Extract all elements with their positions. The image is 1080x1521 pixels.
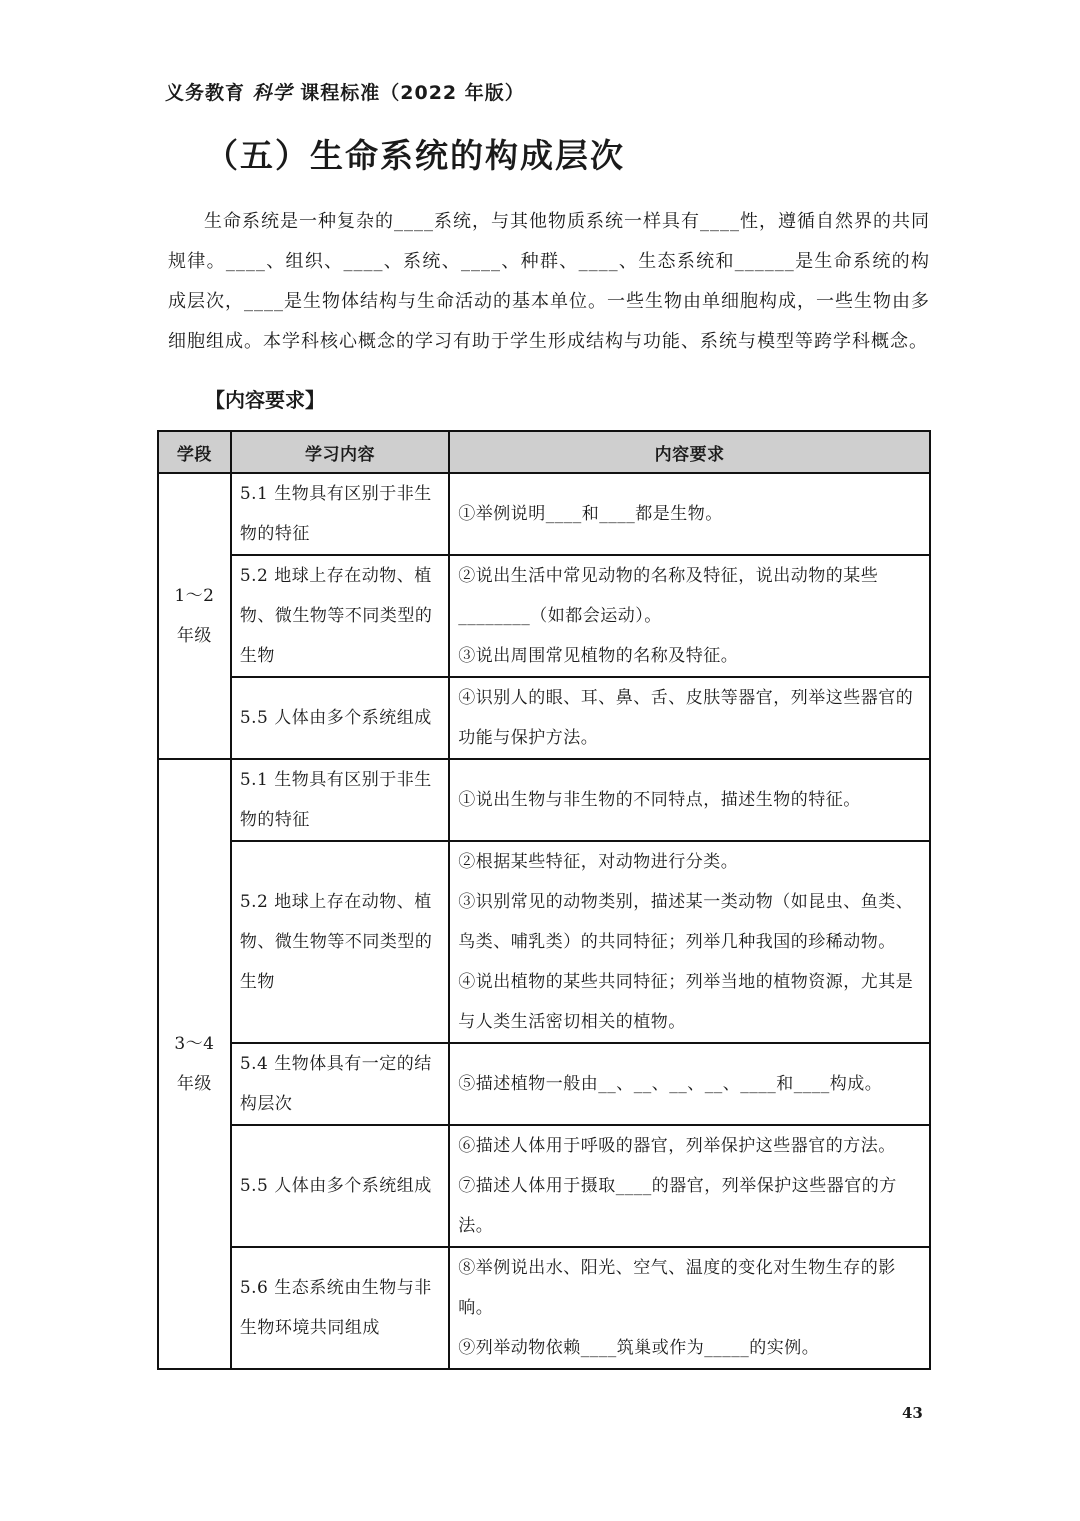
header-content-requirements: 内容要求 <box>449 431 930 473</box>
table-row <box>158 1125 930 1247</box>
table-row <box>158 1247 930 1369</box>
running-header-part1: 义务教育 <box>165 82 253 104</box>
running-header <box>165 78 525 105</box>
intro-paragraph: 生命系统是一种复杂的____系统，与其他物质系统一样具有____性，遵循自然界的共同规律。____、组织、____、系统、____、种群、____、生态系统和______是生命系统的构成层次，____是生物体结构与生命活动的基本单位。一些生物由单细胞构成，一些生物由多细胞组成。本学科核心概念的学习有助于学生形成结构与功能、系统与模型等跨学科概念。 <box>168 211 930 352</box>
topic-cell: 5.4 生物体具有一定的结构层次 <box>231 1043 449 1125</box>
requirement-item: ②根据某些特征，对动物进行分类。 <box>458 852 739 872</box>
topic-cell: 5.1 生物具有区别于非生物的特征 <box>231 473 449 555</box>
section-title: （五）生命系统的构成层次 <box>205 136 625 175</box>
table-row <box>158 555 930 677</box>
requirement-item: ⑥描述人体用于呼吸的器官，列举保护这些器官的方法。 <box>458 1136 896 1156</box>
stage-label: 1～2 <box>174 586 215 606</box>
table-header-row <box>158 431 930 473</box>
table-row <box>158 473 930 555</box>
requirement-item: ⑧举例说出水、阳光、空气、温度的变化对生物生存的影响。 <box>458 1258 896 1318</box>
requirement-item: ⑦描述人体用于摄取____的器官，列举保护这些器官的方法。 <box>458 1176 897 1236</box>
requirements-cell <box>449 1043 930 1125</box>
topic-cell: 5.5 人体由多个系统组成 <box>231 1125 449 1247</box>
topic-cell: 5.6 生态系统由生物与非生物环境共同组成 <box>231 1247 449 1369</box>
stage-cell-3-4 <box>158 759 231 1369</box>
content-requirements-heading: 【内容要求】 <box>205 388 325 412</box>
stage-label: 3～4 <box>174 1034 215 1054</box>
topic-cell: 5.5 人体由多个系统组成 <box>231 677 449 759</box>
topic-cell: 5.2 地球上存在动物、植物、微生物等不同类型的生物 <box>231 555 449 677</box>
topic-cell: 5.2 地球上存在动物、植物、微生物等不同类型的生物 <box>231 841 449 1043</box>
header-stage: 学段 <box>158 431 231 473</box>
header-learning-content: 学习内容 <box>231 431 449 473</box>
requirements-cell <box>449 555 930 677</box>
table-row <box>158 841 930 1043</box>
requirements-cell <box>449 759 930 841</box>
requirement-item: ②说出生活中常见动物的名称及特征，说出动物的某些________（如都会运动）。 <box>458 566 879 626</box>
requirement-item: ④识别人的眼、耳、鼻、舌、皮肤等器官，列举这些器官的功能与保护方法。 <box>458 688 914 748</box>
page-number: 43 <box>902 1404 923 1422</box>
requirement-item: ⑨列举动物依赖____筑巢或作为_____的实例。 <box>458 1338 820 1358</box>
table-row <box>158 759 930 841</box>
content-requirements-table <box>157 430 931 1370</box>
requirements-cell <box>449 677 930 759</box>
stage-label: 年级 <box>176 626 212 646</box>
stage-cell-1-2 <box>158 473 231 759</box>
table-row <box>158 677 930 759</box>
requirement-item: ④说出植物的某些共同特征；列举当地的植物资源，尤其是与人类生活密切相关的植物。 <box>458 972 914 1032</box>
requirement-item: ③识别常见的动物类别，描述某一类动物（如昆虫、鱼类、鸟类、哺乳类）的共同特征；列举几种我国的珍稀动物。 <box>458 892 914 952</box>
requirement-item: ①说出生物与非生物的不同特点，描述生物的特征。 <box>458 790 861 810</box>
requirements-cell <box>449 473 930 555</box>
table-row <box>158 1043 930 1125</box>
running-header-subject: 科学 <box>252 82 293 104</box>
stage-label: 年级 <box>176 1074 212 1094</box>
topic-cell: 5.1 生物具有区别于非生物的特征 <box>231 759 449 841</box>
requirement-item: ①举例说明____和____都是生物。 <box>458 504 723 524</box>
running-header-part3: 课程标准（2022 年版） <box>292 82 525 104</box>
requirements-cell <box>449 1247 930 1369</box>
requirements-cell <box>449 1125 930 1247</box>
requirements-cell <box>449 841 930 1043</box>
requirement-item: ③说出周围常见植物的名称及特征。 <box>458 646 739 666</box>
requirement-item: ⑤描述植物一般由__、__、__、__、____和____构成。 <box>458 1074 883 1094</box>
